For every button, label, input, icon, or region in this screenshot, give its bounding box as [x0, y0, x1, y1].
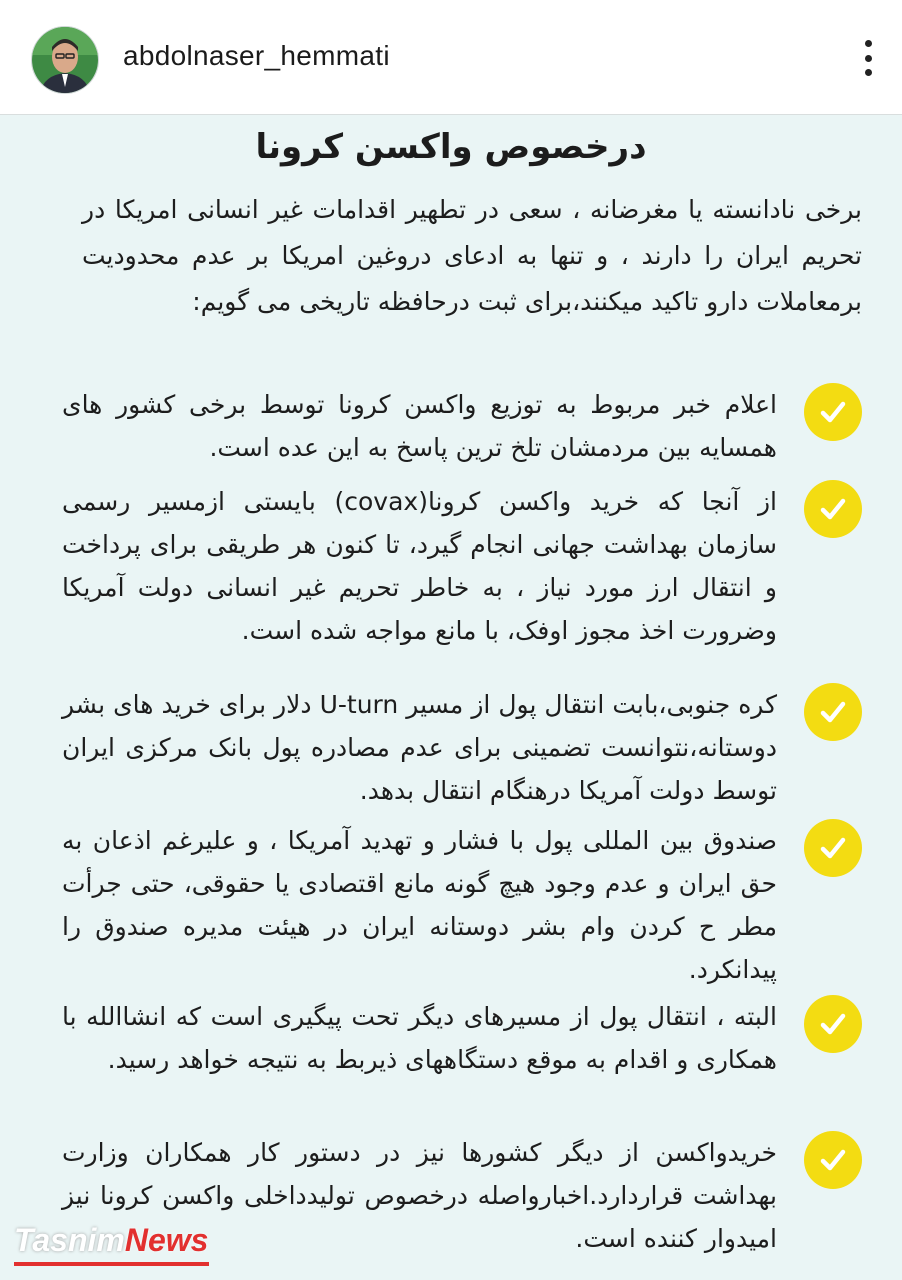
list-item: [62, 480, 862, 652]
watermark-part1: Tasnim: [14, 1222, 125, 1258]
profile-avatar[interactable]: [31, 26, 99, 94]
post-header: [0, 0, 902, 115]
username[interactable]: abdolnaser_hemmati: [123, 40, 390, 71]
more-vertical-icon[interactable]: [862, 40, 874, 76]
list-item-text: البته ، انتقال پول از مسیرهای دیگر تحت پیگیری است که انشاالله با همکاری و اقدام به موقع دستگاههای ذیربط به نتیجه خواهد رسید.: [62, 1002, 777, 1074]
watermark-underline: [14, 1262, 209, 1266]
list-item: [62, 995, 862, 1081]
list-item: [62, 819, 862, 991]
post-image: [0, 115, 902, 1280]
list-item: [62, 383, 862, 469]
check-circle-icon: [804, 995, 862, 1053]
list-item-text: کره جنوبی،بابت انتقال پول از مسیر U-turn دلار برای خرید های بشر دوستانه،نتوانست تضمینی برای عدم مصادره پول بانک مرکزی ایران توسط دولت آمریکا درهنگام انتقال بدهد.: [62, 690, 777, 805]
check-circle-icon: [804, 480, 862, 538]
check-circle-icon: [804, 383, 862, 441]
list-item-text: صندوق بین المللی پول با فشار و تهدید آمریکا ، و علیرغم اذعان به حق ایران و عدم وجود هیچ گونه مانع اقتصادی یا حقوقی، حتی جرأت مطر ح کردن وام بشر دوستانه ایران در هیئت مدیره صندوق را پیدانکرد.: [62, 826, 777, 984]
list-item-text: از آنجا که خرید واکسن کرونا(covax) بایستی ازمسیر رسمی سازمان بهداشت جهانی انجام گیرد، تا کنون هر طریقی برای پرداخت و انتقال ارز مورد نیاز ، به خاطر تحریم غیر انسانی دولت آمریکا وضرورت اخذ مجوز اوفک، با مانع مواجه شده است.: [62, 487, 778, 645]
avatar-image: [32, 27, 98, 93]
post-title: درخصوص واکسن کرونا: [255, 127, 647, 167]
check-circle-icon: [804, 819, 862, 877]
list-item-text: خریدواکسن از دیگر کشورها نیز در دستور کار همکاران وزارت بهداشت قراردارد.اخبارواصله درخصوص تولیدداخلی واکسن کرونا نیز امیدوار کننده است.: [62, 1138, 777, 1253]
watermark-part2: News: [124, 1222, 209, 1258]
check-circle-icon: [804, 683, 862, 741]
list-item: [62, 683, 862, 812]
intro-paragraph: برخی نادانسته یا مغرضانه ، سعی در تطهیر اقدامات غیر انسانی امریکا در تحریم ایران را دارند ، و تنها به ادعای دروغین امریکا بر عدم محدودیت برمعاملات دارو تاکید میکنند،برای ثبت درحافظه تاریخی می گویم:: [82, 195, 862, 316]
check-circle-icon: [804, 1131, 862, 1189]
tasnim-news-watermark: [14, 1222, 208, 1259]
list-item-text: اعلام خبر مربوط به توزیع واکسن کرونا توسط برخی کشور های همسایه بین مردمشان تلخ ترین پاسخ به این عده است.: [62, 390, 777, 462]
